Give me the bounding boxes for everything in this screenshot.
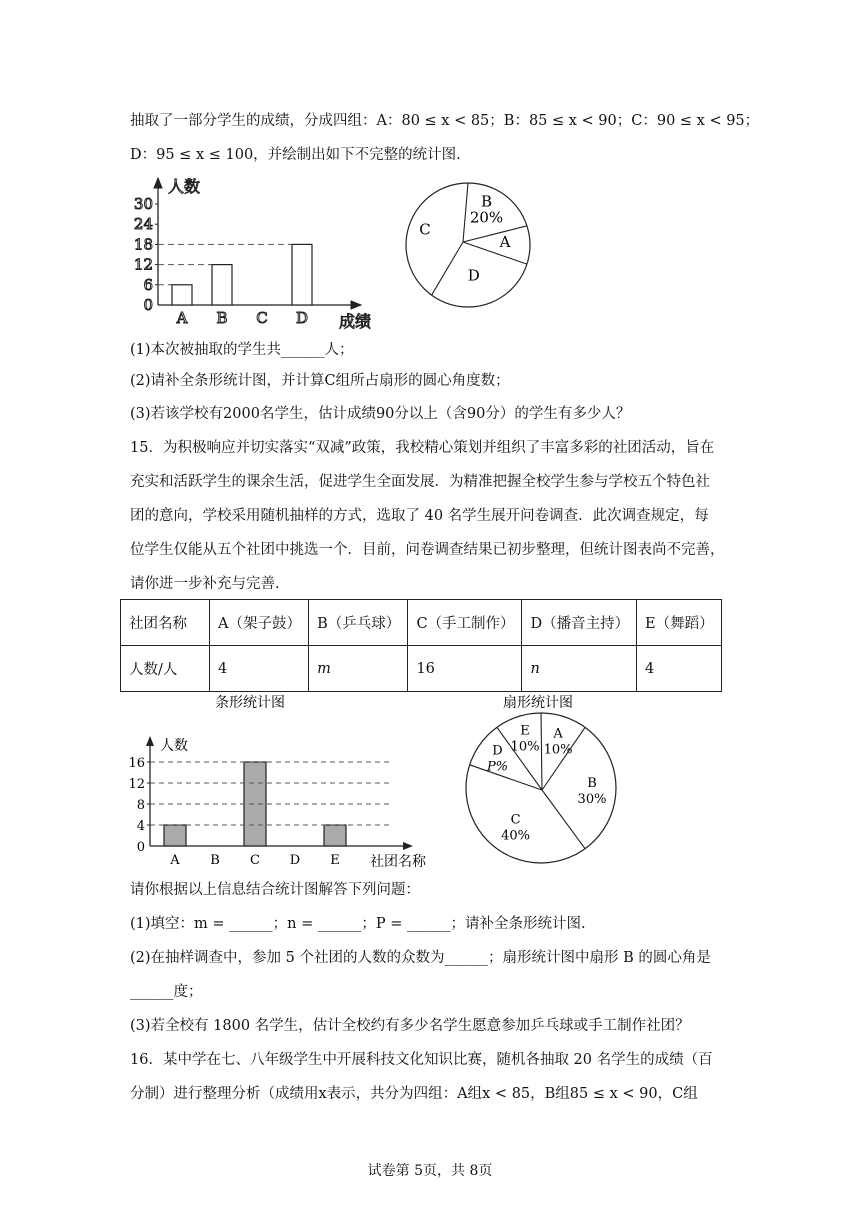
y-tick-label: 16 (128, 756, 145, 771)
table-cell: 社团名称 (121, 600, 210, 646)
q15-bar-chart (125, 693, 445, 873)
q15-prompt: 请你根据以上信息结合统计图解答下列问题： (130, 882, 420, 898)
q14-intro-line2: D：95 ≤ x ≤ 100，并绘制出如下不完整的统计图. (130, 147, 461, 163)
slice-label-E: E (520, 723, 530, 739)
page-footer: 试卷第 5页，共 8页 (367, 1163, 493, 1179)
q15-pie-chart (455, 693, 635, 868)
table-row (121, 646, 722, 692)
slice-label-B: 30% (577, 792, 607, 807)
slice-label-D: D (467, 266, 480, 285)
chart-title: 条形统计图 (215, 695, 285, 711)
q14-question-1: (1)本次被抽取的学生共______人； (130, 342, 354, 358)
q15-question-1: (1)填空：m = ______；n = ______；P = ______；请补全条形统计图. (130, 916, 586, 932)
slice-label-C: 40% (501, 828, 531, 844)
table-cell: 16 (408, 646, 522, 692)
slice-label-D: D (492, 743, 503, 759)
y-axis-arrow (154, 178, 162, 188)
pie-outline (406, 183, 530, 307)
y-tick-label: 12 (133, 255, 153, 274)
q14-intro-line1: 抽取了一部分学生的成绩，分成四组：A：80 ≤ x < 85；B：85 ≤ x < 90；C：90 ≤ x < 95； (130, 113, 760, 129)
y-axis-arrow (146, 736, 154, 746)
y-tick-label: 0 (143, 296, 153, 314)
y-tick-label: 4 (136, 819, 145, 834)
chart-title: 扇形统计图 (503, 695, 573, 711)
y-tick-label: 30 (133, 195, 153, 213)
q14-bar-chart (125, 168, 375, 338)
bar-A (172, 285, 192, 305)
table-header-row (121, 600, 722, 646)
slice-label-A: 10% (543, 742, 573, 758)
table-cell: 人数/人 (121, 646, 210, 692)
y-tick-label: 18 (133, 235, 153, 254)
bar-D (292, 244, 312, 305)
table-cell: B（乒乓球） (309, 600, 408, 646)
q15-para-4: 位学生仅能从五个社团中挑选一个．目前，问卷调查结果已初步整理，但统计图表尚不完善， (130, 542, 725, 558)
q14-question-2: (2)请补全条形统计图，并计算C组所占扇形的圆心角度数； (130, 373, 510, 389)
slice-label-B: 20% (469, 208, 504, 227)
y-tick-label: 24 (133, 215, 153, 234)
table-cell: A（架子鼓） (210, 600, 309, 646)
table-cell: m (309, 646, 408, 692)
q16-para-2: 分制）进行整理分析（成绩用x表示，共分为四组：A组x < 85，B组85 ≤ x < 90，C组 (130, 1086, 698, 1102)
x-axis-arrow (351, 301, 361, 309)
table-cell: n (522, 646, 637, 692)
table-cell: D（播音主持） (522, 600, 637, 646)
q14-question-3: (3)若该学校有2000名学生，估计成绩90分以上（含90分）的学生有多少人？ (130, 406, 631, 422)
slice-label-C: C (510, 812, 521, 828)
q14-pie-chart (400, 180, 540, 320)
y-axis-label: 人数 (160, 738, 188, 754)
slice-label-D: P% (486, 759, 509, 775)
slice-label-A: A (499, 233, 511, 251)
y-tick-label: 6 (143, 275, 153, 294)
q16-para-1: 16．某中学在七、八年级学生中开展科技文化知识比赛，随机各抽取 20 名学生的成绩（百 (130, 1052, 713, 1068)
y-axis-label: 人数 (168, 177, 201, 196)
y-tick-label: 12 (128, 777, 145, 792)
x-tick-label: A (170, 853, 180, 868)
bar-A (164, 825, 186, 846)
x-tick-label: C (256, 309, 268, 327)
y-tick-label: 8 (136, 798, 145, 813)
table-cell: 4 (210, 646, 309, 692)
slice-label-C: C (419, 220, 431, 239)
x-tick-label: D (295, 309, 309, 327)
slice-label-A: A (553, 726, 563, 742)
q15-question-2a: (2)在抽样调查中，参加 5 个社团的人数的众数为______；扇形统计图中扇形 B 的圆心角是 (130, 950, 711, 966)
q15-question-3: (3)若全校有 1800 名学生，估计全校约有多少名学生愿意参加乒乓球或手工制作社团？ (130, 1018, 690, 1034)
table-cell: C（手工制作） (408, 600, 522, 646)
x-axis-label: 社团名称 (370, 854, 426, 870)
slice-label-B: B (480, 192, 493, 211)
q15-survey-table (120, 599, 722, 692)
q15-para-5: 请你进一步补充与完善. (130, 576, 280, 592)
q15-para-1: 15．为积极响应并切实落实“双减”政策，我校精心策划并组织了丰富多彩的社团活动，旨在 (130, 440, 715, 456)
x-tick-label: D (289, 853, 301, 868)
x-tick-label: B (210, 853, 220, 868)
q15-question-2b: ______度； (130, 984, 203, 1000)
q15-para-2: 充实和活跃学生的课余生活，促进学生全面发展．为精准把握全校学生参与学校五个特色社 (130, 474, 710, 490)
x-axis-label: 成绩 (339, 312, 372, 331)
y-tick-label: 0 (136, 840, 145, 855)
slice-label-E: 10% (510, 739, 540, 755)
table-cell: E（舞蹈） (637, 600, 722, 646)
x-tick-label: A (176, 309, 188, 327)
bar-E (324, 825, 346, 846)
slice-label-B: B (587, 776, 597, 791)
bar-B (212, 265, 232, 305)
x-tick-label: B (216, 309, 228, 327)
x-axis-arrow (403, 842, 413, 850)
x-tick-label: C (250, 853, 260, 868)
table-cell: 4 (637, 646, 722, 692)
q15-para-3: 团的意向，学校采用随机抽样的方式，选取了 40 名学生展开问卷调查．此次调查规定，每 (130, 508, 709, 524)
x-tick-label: E (330, 853, 340, 868)
